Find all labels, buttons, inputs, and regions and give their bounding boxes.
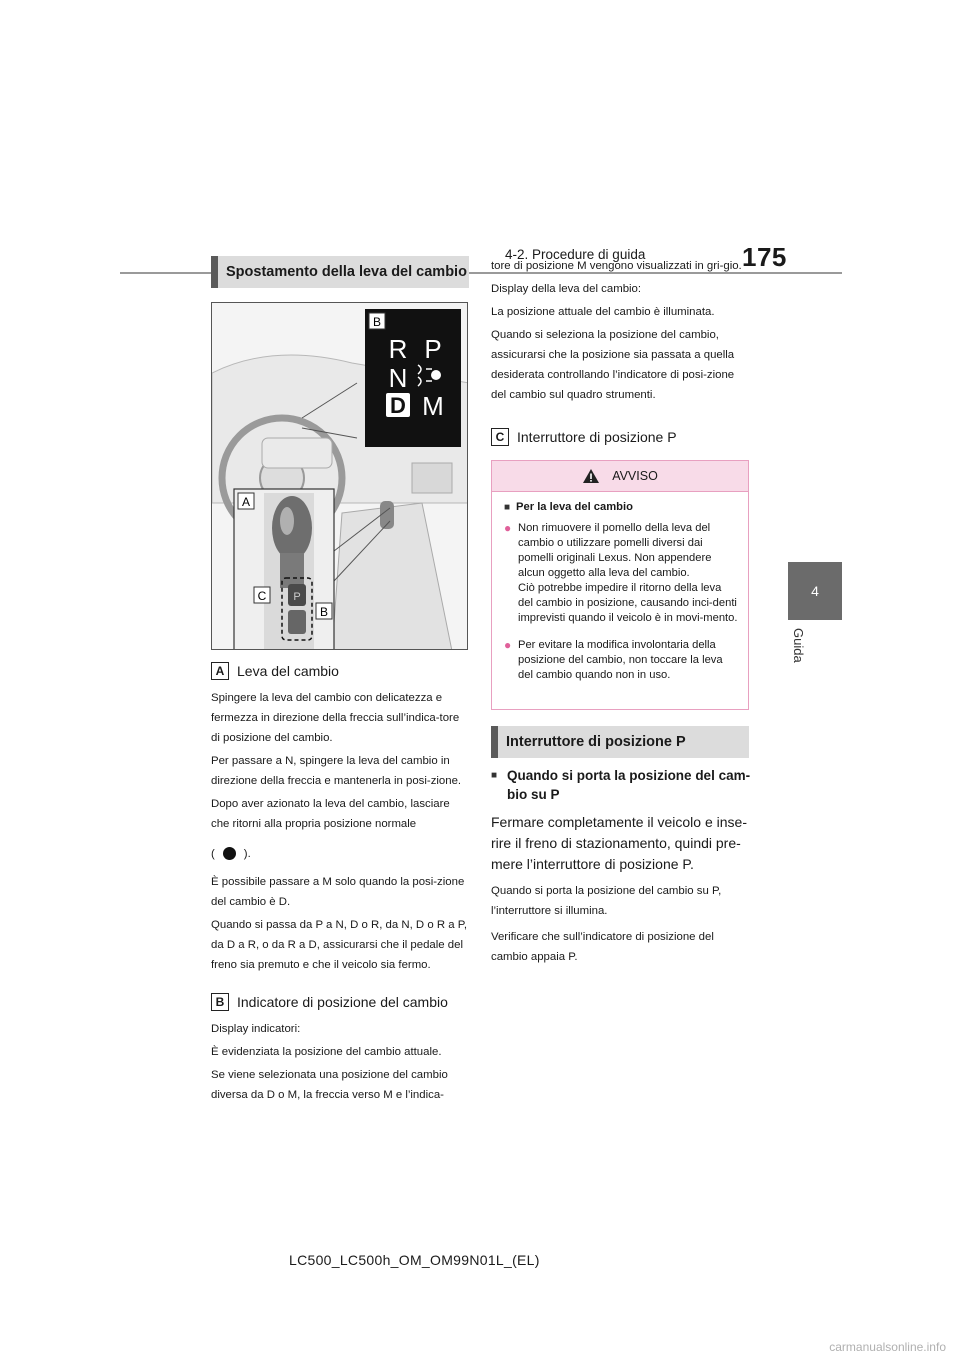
watermark: carmanualsonline.info xyxy=(829,1340,946,1354)
right-column-text xyxy=(491,256,751,408)
marker-c: C xyxy=(491,428,509,446)
figure-label-b-lever: B xyxy=(319,605,329,619)
display-p: P xyxy=(424,334,442,364)
item-a-text-4: È possibile passare a M solo quando la posi-zione del cambio è D. xyxy=(211,876,465,908)
p-switch-block xyxy=(491,766,751,970)
p-switch-text-1: Quando si porta la posizione del cambio su P, l’interruttore si illumina. xyxy=(491,885,722,917)
item-c-title: Interruttore di posizione P xyxy=(517,429,677,445)
warning-item: ● Non rimuovere il pomello della leva del cambio o utilizzare pomelli diversi dai pomelli originali Lexus. Non appendere alcun oggetto alla leva del cambio. Ciò potrebbe impedire il ritorno della leva del cambio in posizione, causando inci-denti imprevisti quando il veicolo è in movi-mento. xyxy=(504,521,738,624)
item-a-block xyxy=(211,662,469,978)
footer-code: LC500_LC500h_OM_OM99N01L_(EL) xyxy=(289,1252,540,1268)
p-switch-instruction: Fermare completamente il veicolo e inse-rire il freno di stazionamento, quindi pre-mere l’interruttore di posizione P. xyxy=(491,814,747,872)
section-title-p-switch: Interruttore di posizione P xyxy=(491,726,749,758)
display-m: M xyxy=(422,391,444,421)
right-text-1: tore di posizione M vengono visualizzati in gri-gio. xyxy=(491,260,742,272)
item-a-text-dot: ( ). xyxy=(211,848,251,860)
marker-b: B xyxy=(211,993,229,1011)
section-title-shift-lever: Spostamento della leva del cambio xyxy=(211,256,469,288)
warning-triangle-icon xyxy=(582,468,600,484)
warning-title: AVVISO xyxy=(612,469,658,483)
right-text-2: Display della leva del cambio: xyxy=(491,283,642,295)
chapter-title: 4-2. Procedure di guida xyxy=(505,247,646,262)
item-a-text-1: Spingere la leva del cambio con delicatezza e fermezza in direzione della freccia sull’indica-tore di posizione del cambio. xyxy=(211,692,460,744)
figure-label-b-display: B xyxy=(372,315,382,329)
right-text-3: La posizione attuale del cambio è illuminata. xyxy=(491,306,715,318)
item-a-text-2: Per passare a N, spingere la leva del cambio in direzione della freccia e mantenerla in posi-zione. xyxy=(211,755,462,787)
neutral-position-icon xyxy=(223,847,236,860)
item-a-text-3: Dopo aver azionato la leva del cambio, lasciare che ritorni alla propria posizione normale xyxy=(211,798,450,830)
display-r: R xyxy=(388,334,408,364)
item-c-block xyxy=(491,428,751,446)
marker-a: A xyxy=(211,662,229,680)
warning-heading: Per la leva del cambio xyxy=(516,501,633,513)
right-text-4: Quando si seleziona la posizione del cambio, assicurarsi che la posizione sia passata a quella desiderata controllando l’indicatore di posi-zione del cambio sul quadro strumenti. xyxy=(491,329,735,401)
figure-label-a: A xyxy=(241,495,251,509)
shift-lever-illustration xyxy=(211,302,468,650)
item-a-title: Leva del cambio xyxy=(237,663,339,679)
item-b-text-2: È evidenziata la posizione del cambio attuale. xyxy=(211,1046,442,1058)
bullet-icon: ● xyxy=(504,521,512,535)
chapter-tab-label: Guida xyxy=(791,628,806,663)
display-d: D xyxy=(390,393,406,418)
p-switch-text-2: Verificare che sull’indicatore di posizione del cambio appaia P. xyxy=(491,931,714,963)
bullet-icon: ● xyxy=(504,638,512,652)
warning-item: ● Per evitare la modifica involontaria della posizione del cambio, non toccare la leva del cambio quando non in uso. xyxy=(504,638,723,681)
item-b-text-3: Se viene selezionata una posizione del cambio diversa da D o M, la freccia verso M e l’indica- xyxy=(211,1069,448,1101)
item-a-text-5: Quando si passa da P a N, D o R, da N, D o R a P, da D a R, o da R a D, assicurarsi che il pedale del freno sia premuto e che il veicolo sia fermo. xyxy=(211,919,468,971)
item-b-text-1: Display indicatori: xyxy=(211,1023,301,1035)
item-b-title: Indicatore di posizione del cambio xyxy=(237,994,448,1010)
item-b-block xyxy=(211,993,469,1108)
square-bullet-icon: ■ xyxy=(491,770,498,781)
warning-box xyxy=(491,460,749,710)
knob-p-label: P xyxy=(293,591,301,603)
p-switch-subheading: Quando si porta la posizione del cam-bio su P xyxy=(507,768,751,802)
chapter-tab: 4 xyxy=(788,562,842,620)
page-number: 175 xyxy=(742,242,787,272)
display-n: N xyxy=(388,363,408,393)
square-bullet-icon: ■ xyxy=(504,502,511,513)
figure-label-c: C xyxy=(257,589,267,603)
